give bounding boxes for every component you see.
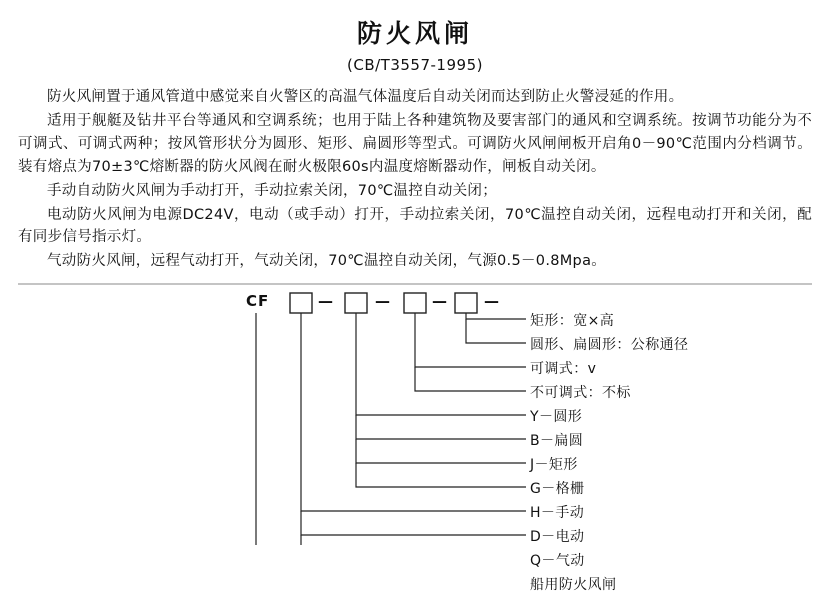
paragraph-3: 手动自动防火风闸为手动打开，手动拉索关闭，70℃温控自动关闭； [47, 182, 498, 199]
legend-item-12: 船用防火风闸 [530, 577, 617, 594]
page-title: 防火风闸 [356, 19, 473, 48]
code-separator-1: — [318, 292, 334, 311]
legend-item-9: H－手动 [530, 505, 585, 522]
paragraph-5: 气动防火风闸，远程气动打开，气动关闭，70℃温控自动关闭，气源0.5－0.8Mpa。 [47, 253, 607, 270]
code-separator-4: — [484, 292, 500, 311]
legend-item-6: B－扁圆 [530, 433, 584, 450]
paragraph-4: 电动防火风闸为电源DC24V，电动（或手动）打开，手动拉索关闭，70℃温控自动关闭，远程电动打开和关闭，配有同步信号指示灯。 [18, 206, 812, 246]
legend-item-5: Y－圆形 [530, 409, 583, 426]
legend-item-11: Q－气动 [530, 553, 585, 570]
paragraph-1: 防火风闸置于通风管道中感觉来自火警区的高温气体温度后自动关闭而达到防止火警浸延的作用。 [47, 89, 684, 105]
paragraph-2: 适用于舰艇及钻井平台等通风和空调系统；也用于陆上各种建筑物及要害部门的通风和空调系统。按调节功能分为不可调式、可调式两种；按风管形状分为圆形、矩形、扁圆形等型式。可调防火风闸闸板开启角0－90℃范围内分档调节。装有熔点为70±3℃熔断器的防火风阀在耐火极限60s内温度熔断器动作，闸板自动关闭。 [18, 112, 812, 175]
legend-item-1: 矩形：宽×高 [530, 313, 615, 330]
legend-item-7: J－矩形 [530, 457, 578, 474]
code-separator-3: — [432, 292, 448, 311]
legend-item-8: G－格栅 [530, 481, 585, 498]
legend-item-10: D－电动 [530, 529, 585, 546]
legend-item-4: 不可调式：不标 [530, 385, 631, 402]
standard-code: (CB/T3557-1995) [347, 56, 483, 74]
legend-item-2: 圆形、扁圆形：公称通径 [530, 337, 689, 354]
diagram-lines [18, 283, 812, 545]
code-prefix: CF [246, 292, 270, 311]
model-designation-diagram [18, 283, 812, 594]
code-separator-2: — [375, 292, 391, 311]
legend-item-3: 可调式：v [530, 361, 597, 378]
